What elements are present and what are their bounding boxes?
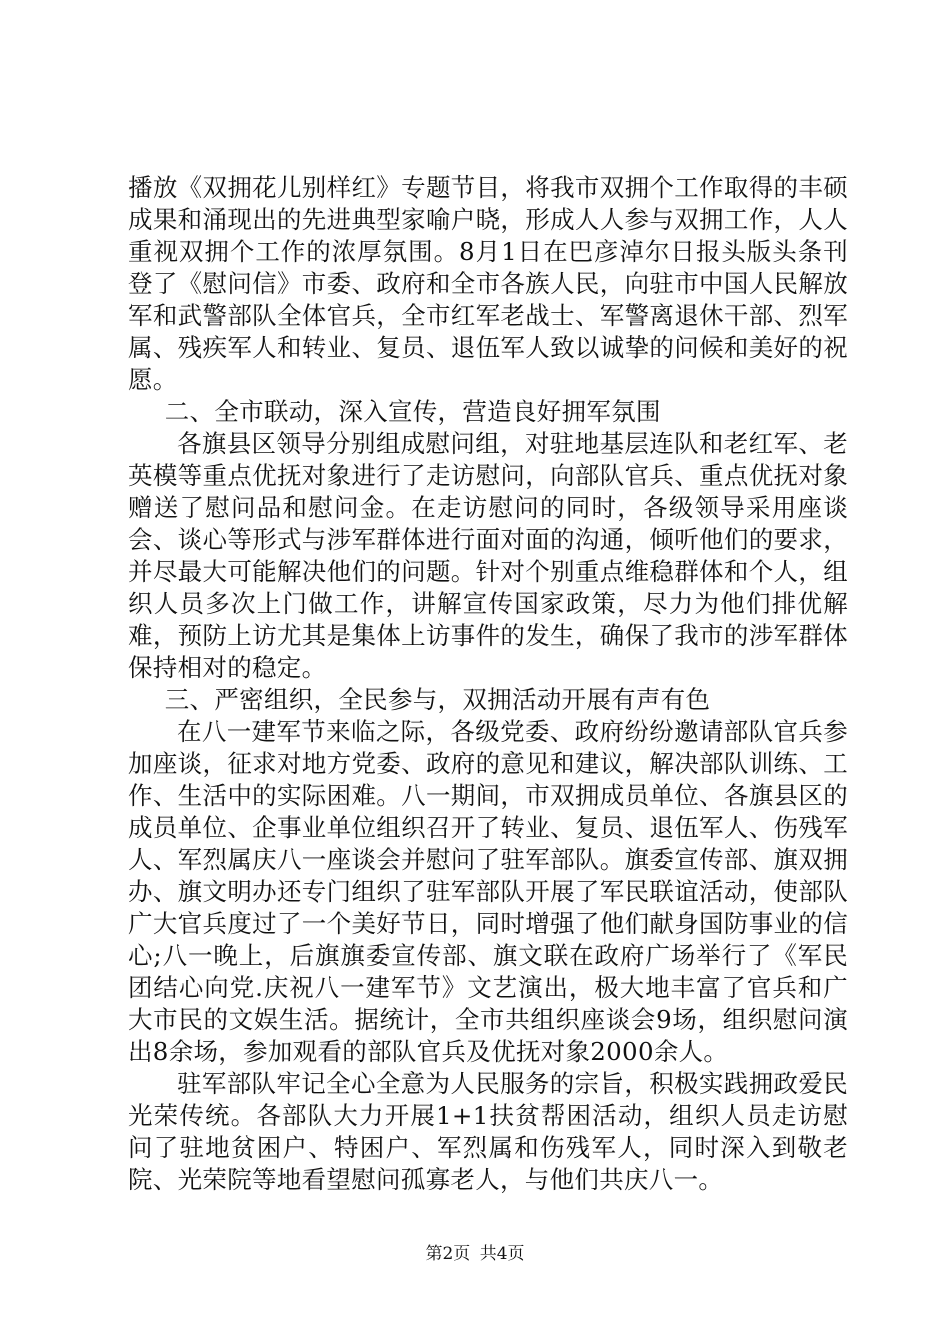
paragraph-intro-continuation: 播放《双拥花儿别样红》专题节目，将我市双拥个工作取得的丰硕成果和涌现出的先进典型家喻户晓，形成人人参与双拥工作，人人重视双拥个工作的浓厚氛围。8月1日在巴彦淖尔日报头版头条刊登了《慰问信》市委、政府和全市各族人民，向驻市中国人民解放军和武警部队全体官兵，全市红军老战士、军警离退休干部、烈军属、残疾军人和转业、复员、退伍军人致以诚挚的问候和美好的祝愿。 bbox=[128, 173, 848, 394]
page-number: 第2页 bbox=[425, 1244, 471, 1264]
paragraph-section-2: 各旗县区领导分别组成慰问组，对驻地基层连队和老红军、老英模等重点优抚对象进行了走访慰问，向部队官兵、重点优抚对象赠送了慰问品和慰问金。在走访慰问的同时，各级领导采用座谈会、谈心等形式与涉军群体进行面对面的沟通，倾听他们的要求，并尽最大可能解决他们的问题。针对个别重点维稳群体和个人，组织人员多次上门做工作，讲解宣传国家政策，尽力为他们排优解难，预防上访尤其是集体上访事件的发生，确保了我市的涉军群体保持相对的稳定。 bbox=[128, 429, 848, 682]
document-body bbox=[128, 172, 848, 1196]
paragraph-section-3-a: 在八一建军节来临之际，各级党委、政府纷纷邀请部队官兵参加座谈，征求对地方党委、政府的意见和建议，解决部队训练、工作、生活中的实际困难。八一期间，市双拥成员单位、各旗县区的成员单位、企事业单位组织召开了转业、复员、退伍军人、伤残军人、军烈属庆八一座谈会并慰问了驻军部队。旗委宣传部、旗双拥办、旗文明办还专门组织了驻军部队开展了军民联谊活动，使部队广大官兵度过了一个美好节日，同时增强了他们献身国防事业的信心;八一晚上，后旗旗委宣传部、旗文联在政府广场举行了《军民团结心向党.庆祝八一建军节》文艺演出，极大地丰富了官兵和广大市民的文娱生活。据统计，全市共组织座谈会9场，组织慰问演出8余场，参加观看的部队官兵及优抚对象2000余人。 bbox=[128, 717, 848, 1066]
section-heading-2: 二、全市联动，深入宣传，营造良好拥军氛围 bbox=[164, 397, 661, 426]
section-heading-3: 三、严密组织，全民参与，双拥活动开展有声有色 bbox=[164, 685, 711, 714]
page-footer bbox=[0, 1243, 950, 1265]
paragraph-section-3-b: 驻军部队牢记全心全意为人民服务的宗旨，积极实践拥政爱民光荣传统。各部队大力开展1+1扶贫帮困活动，组织人员走访慰问了驻地贫困户、特困户、军烈属和伤残军人，同时深入到敬老院、光荣院等地看望慰问孤寡老人，与他们共庆八一。 bbox=[128, 1069, 848, 1194]
page-total: 共4页 bbox=[479, 1244, 525, 1264]
